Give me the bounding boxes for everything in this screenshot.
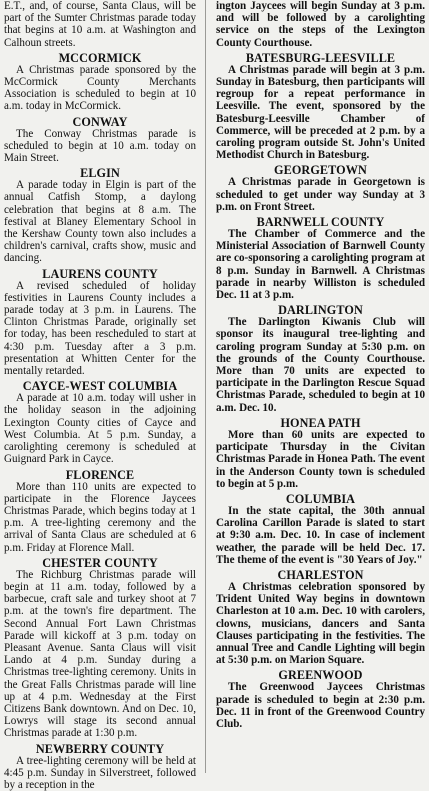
article-elgin: [4, 167, 196, 264]
article-heading: HONEA PATH: [280, 415, 361, 430]
article-columbia: [216, 493, 425, 566]
article-heading: CHARLESTON: [277, 567, 364, 582]
article-heading: GREENWOOD: [278, 668, 363, 683]
article-text: A parade at 10 a.m. today will usher in the holiday season in the adjoining Lexington County cities of Cayce and West Columbia. At 5 p.m. Sunday, a carolighting ceremony is scheduled at Guignard Park in Cayce.: [4, 392, 196, 466]
article-heading: FLORENCE: [65, 467, 135, 482]
article-text: E.T., and, of course, Santa Claus, will be part of the Sumter Christmas parade today that begins at 10 a.m. at Washington and Calhoun streets.: [4, 0, 196, 49]
article-darlington: [216, 304, 425, 414]
article-cayce-west-columbia: [4, 380, 196, 465]
article-text: A revised scheduled of holiday festivities in Laurens County includes a parade today at 3 p.m. in Laurens. The Clinton Christmas Parade, originally set for today, has been rescheduled to start at 4:30 p.m. Tuesday after a 3 p.m. presentation at Whitten Center for the mentally retarded.: [4, 279, 196, 378]
article-chester-county: [4, 557, 196, 740]
article-text: In the state capital, the 30th annual Carolina Carillon Parade is slated to start at 9:30 a.m. Dec. 10. In case of inclement weather, the parade will be held Dec. 17. The theme of the event is "30 Years of Joy.": [216, 504, 425, 566]
article-heading: ELGIN: [80, 166, 120, 181]
article-text: The Greenwood Jaycees Christmas parade is scheduled to begin at 2:30 p.m. Dec. 11 in front of the Greenwood Country Club.: [216, 681, 425, 730]
article-text: The Conway Christmas parade is scheduled to begin at 10 a.m. today on Main Street.: [4, 127, 196, 165]
article-newberry-county: [4, 743, 196, 791]
article-heading: CHESTER COUNTY: [42, 555, 158, 570]
article-lexington-continuation: [216, 0, 425, 49]
article-heading: BARNWELL COUNTY: [256, 215, 385, 230]
article-heading: CONWAY: [72, 114, 128, 129]
column-divider: [205, 0, 206, 773]
article-text: A Christmas parade will begin at 3 p.m. Sunday in Batesburg, then participants will regroup for a repeat performance in Leesville. The event, sponsored by the Batesburg-Leesville Chamber of Commerce, will be preceded at 2 p.m. by a caroling program outside St. John's United Methodist Church in Batesburg.: [216, 63, 425, 162]
article-batesburg-leesville: [216, 52, 425, 162]
article-heading: CAYCE-WEST COLUMBIA: [22, 379, 178, 394]
article-heading: GEORGETOWN: [274, 163, 367, 178]
article-heading: LAURENS COUNTY: [42, 266, 158, 281]
article-text: The Richburg Christmas parade will begin at 11 a.m. today, followed by a barbecue, craft sale and turkey shoot at 7 p.m. at the town's fire department. The Second Annual Fort Lawn Christmas Parade will kickoff at 3 p.m. today on Pleasant Avenue. Santa Claus will visit Lando at 4 p.m. Sunday during a Christmas tree-lighting ceremony. Units in the Great Falls Christmas parade will line up at 4 p.m. Wednesday at the First Citizens Bank downtown. And on Dec. 10, Lowrys will stage its second annual Christmas parade at 1:30 p.m.: [4, 568, 196, 740]
right-column: [216, 0, 425, 730]
article-heading: NEWBERRY COUNTY: [35, 741, 165, 756]
article-sumter-continuation: [4, 0, 196, 49]
article-charleston: [216, 569, 425, 666]
article-text: A Christmas parade in Georgetown is scheduled to get under way Sunday at 3 p.m. on Front Street.: [216, 176, 425, 213]
article-conway: [4, 116, 196, 165]
article-heading: MCCORMICK: [58, 50, 142, 65]
article-text: A parade today in Elgin is part of the annual Catfish Stomp, a daylong celebration that begins at 8 a.m. The festival at Blaney Elementary School in the Kershaw County town also includes a children's carnival, crafts show, music and dancing.: [4, 179, 196, 265]
article-barnwell-county: [216, 216, 425, 301]
article-text: ington Jaycees will begin Sunday at 3 p.m. and will be followed by a carolighting service on the steps of the Lexington County Courthouse.: [216, 0, 425, 49]
article-heading: DARLINGTON: [278, 303, 363, 318]
article-laurens-county: [4, 268, 196, 378]
article-text: The Darlington Kiwanis Club will sponsor its inaugural tree-lighting and caroling program Sunday at 5:30 p.m. on the grounds of the County Courthouse. More than 70 units are expected to participate in the Darlington Rescue Squad Christmas Parade, scheduled to begin at 10 a.m. Dec. 10.: [216, 316, 425, 414]
article-heading: BATESBURG-LEESVILLE: [245, 50, 396, 65]
article-greenwood: [216, 669, 425, 730]
article-text: A Christmas parade sponsored by the McCormick County Merchants Association is scheduled to begin at 10 a.m. today in McCormick.: [4, 63, 196, 113]
article-georgetown: [216, 164, 425, 213]
article-florence: [4, 469, 196, 554]
article-heading: COLUMBIA: [285, 491, 356, 506]
article-text: A Christmas celebration sponsored by Trident United Way begins in downtown Charleston at 10 a.m. Dec. 10 with carolers, clowns, musicians, dancers and Santa Clauses participating in the festivities. The annual Tree and Candle Lighting will begin at 5:30 p.m. on Marion Square.: [216, 580, 425, 667]
article-text: A tree-lighting ceremony will be held at 4:45 p.m. Sunday in Silverstreet, followed by a reception in the: [4, 754, 196, 791]
article-text: More than 60 units are expected to participate Thursday in the Civitan Christmas Parade in Honea Path. The event in the Anderson County town is scheduled to begin at 5 p.m.: [216, 428, 425, 490]
article-text: More than 110 units are expected to participate in the Florence Jaycees Christmas Parade, which begins today at 1 p.m. A tree-lighting ceremony and the arrival of Santa Claus are scheduled at 6 p.m. Friday at Florence Mall.: [4, 480, 196, 554]
article-honea-path: [216, 417, 425, 490]
article-text: The Chamber of Commerce and the Ministerial Association of Barnwell County are co-sponsoring a carolighting program at 8 p.m. Sunday in Barnwell. A Christmas parade in nearby Williston is scheduled Dec. 11 at 3 p.m.: [216, 228, 425, 302]
left-column: [4, 0, 196, 791]
article-mccormick: [4, 52, 196, 113]
